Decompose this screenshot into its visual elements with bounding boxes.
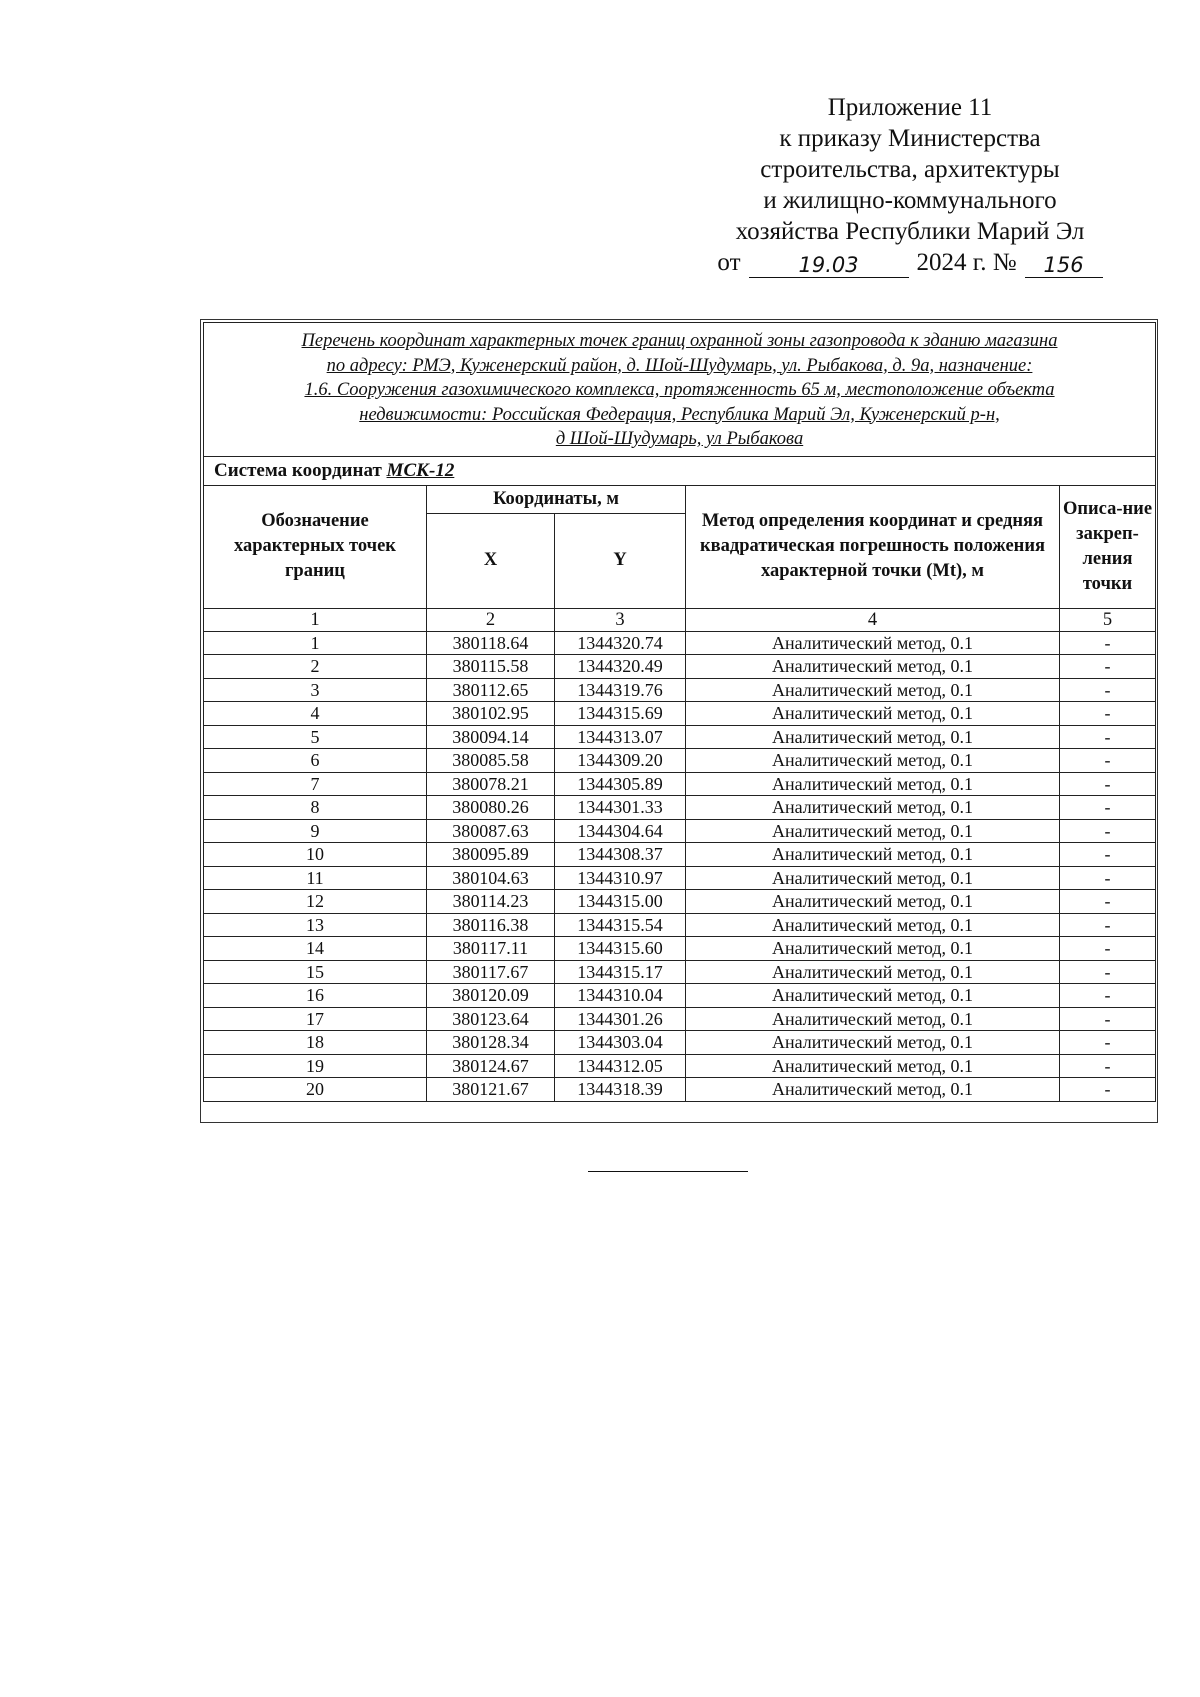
table-row bbox=[204, 913, 1156, 937]
description-cell: - bbox=[1060, 1007, 1156, 1031]
table-row bbox=[204, 796, 1156, 820]
table-row bbox=[204, 725, 1156, 749]
method-cell: Аналитический метод, 0.1 bbox=[686, 890, 1060, 914]
coord-x: 380120.09 bbox=[427, 984, 555, 1008]
header-description: Описа-ние закреп-ления точки bbox=[1060, 485, 1156, 608]
column-numbers-row bbox=[204, 608, 1156, 631]
coord-x: 380112.65 bbox=[427, 678, 555, 702]
coord-y: 1344315.17 bbox=[555, 960, 686, 984]
table-title bbox=[204, 323, 1156, 457]
table-title-line: Перечень координат характерных точек границ охранной зоны газопровода к зданию магазина bbox=[301, 331, 1058, 351]
point-number: 9 bbox=[204, 819, 427, 843]
method-cell: Аналитический метод, 0.1 bbox=[686, 1078, 1060, 1102]
header-x: X bbox=[427, 513, 555, 608]
table-body bbox=[204, 631, 1156, 1101]
point-number: 1 bbox=[204, 631, 427, 655]
method-cell: Аналитический метод, 0.1 bbox=[686, 678, 1060, 702]
description-cell: - bbox=[1060, 1078, 1156, 1102]
coord-x: 380094.14 bbox=[427, 725, 555, 749]
header-coords: Координаты, м bbox=[427, 485, 686, 513]
coord-y: 1344310.97 bbox=[555, 866, 686, 890]
coord-x: 380124.67 bbox=[427, 1054, 555, 1078]
method-cell: Аналитический метод, 0.1 bbox=[686, 725, 1060, 749]
coord-x: 380087.63 bbox=[427, 819, 555, 843]
table-title-line: по адресу: РМЭ, Куженерский район, д. Шой-Шудумарь, ул. Рыбакова, д. 9а, назначение: bbox=[326, 355, 1033, 376]
coord-y: 1344315.69 bbox=[555, 702, 686, 726]
table-row bbox=[204, 1007, 1156, 1031]
method-cell: Аналитический метод, 0.1 bbox=[686, 913, 1060, 937]
table-row bbox=[204, 772, 1156, 796]
coord-y: 1344310.04 bbox=[555, 984, 686, 1008]
description-cell: - bbox=[1060, 843, 1156, 867]
table-row bbox=[204, 1078, 1156, 1102]
order-year: 2024 г. № bbox=[916, 249, 1017, 276]
end-rule bbox=[588, 1171, 748, 1172]
point-number: 4 bbox=[204, 702, 427, 726]
coord-y: 1344320.74 bbox=[555, 631, 686, 655]
coord-x: 380102.95 bbox=[427, 702, 555, 726]
point-number: 20 bbox=[204, 1078, 427, 1102]
coord-x: 380118.64 bbox=[427, 631, 555, 655]
header-line: к приказу Министерства bbox=[779, 125, 1041, 152]
coord-y: 1344315.60 bbox=[555, 937, 686, 961]
table-row bbox=[204, 960, 1156, 984]
method-cell: Аналитический метод, 0.1 bbox=[686, 749, 1060, 773]
table-row bbox=[204, 702, 1156, 726]
column-number: 1 bbox=[204, 608, 427, 631]
description-cell: - bbox=[1060, 819, 1156, 843]
description-cell: - bbox=[1060, 984, 1156, 1008]
table-row bbox=[204, 631, 1156, 655]
description-cell: - bbox=[1060, 749, 1156, 773]
coord-y: 1344315.54 bbox=[555, 913, 686, 937]
coord-x: 380121.67 bbox=[427, 1078, 555, 1102]
coord-y: 1344305.89 bbox=[555, 772, 686, 796]
coord-y: 1344315.00 bbox=[555, 890, 686, 914]
coord-y: 1344304.64 bbox=[555, 819, 686, 843]
column-number: 2 bbox=[427, 608, 555, 631]
description-cell: - bbox=[1060, 937, 1156, 961]
table-row bbox=[204, 937, 1156, 961]
table-row bbox=[204, 819, 1156, 843]
description-cell: - bbox=[1060, 913, 1156, 937]
method-cell: Аналитический метод, 0.1 bbox=[686, 843, 1060, 867]
coord-y: 1344301.26 bbox=[555, 1007, 686, 1031]
header-line: хозяйства Республики Марий Эл bbox=[735, 218, 1085, 245]
column-number: 5 bbox=[1060, 608, 1156, 631]
coord-x: 380116.38 bbox=[427, 913, 555, 937]
coord-y: 1344308.37 bbox=[555, 843, 686, 867]
coordinate-system-label: Система координат bbox=[214, 459, 382, 481]
coord-y: 1344301.33 bbox=[555, 796, 686, 820]
description-cell: - bbox=[1060, 866, 1156, 890]
table-row bbox=[204, 655, 1156, 679]
point-number: 15 bbox=[204, 960, 427, 984]
coord-y: 1344303.04 bbox=[555, 1031, 686, 1055]
table-title-line: недвижимости: Российская Федерация, Республика Марий Эл, Куженерский р-н, bbox=[359, 404, 1000, 425]
table-row bbox=[204, 1031, 1156, 1055]
point-number: 6 bbox=[204, 749, 427, 773]
order-number: 156 bbox=[1025, 253, 1103, 278]
coord-y: 1344320.49 bbox=[555, 655, 686, 679]
table-row bbox=[204, 890, 1156, 914]
point-number: 2 bbox=[204, 655, 427, 679]
order-line bbox=[690, 247, 1130, 278]
description-cell: - bbox=[1060, 702, 1156, 726]
method-cell: Аналитический метод, 0.1 bbox=[686, 937, 1060, 961]
table-row bbox=[204, 1054, 1156, 1078]
method-cell: Аналитический метод, 0.1 bbox=[686, 1054, 1060, 1078]
coordinates-table bbox=[203, 322, 1156, 1102]
description-cell: - bbox=[1060, 772, 1156, 796]
coord-x: 380128.34 bbox=[427, 1031, 555, 1055]
table-title-line: д Шой-Шудумарь, ул Рыбакова bbox=[555, 429, 804, 449]
header-point: Обозначение характерных точек границ bbox=[204, 485, 427, 608]
coord-x: 380095.89 bbox=[427, 843, 555, 867]
coord-y: 1344318.39 bbox=[555, 1078, 686, 1102]
table-row bbox=[204, 866, 1156, 890]
coord-x: 380078.21 bbox=[427, 772, 555, 796]
table-row bbox=[204, 843, 1156, 867]
header-line: строительства, архитектуры bbox=[760, 156, 1060, 183]
method-cell: Аналитический метод, 0.1 bbox=[686, 772, 1060, 796]
point-number: 19 bbox=[204, 1054, 427, 1078]
method-cell: Аналитический метод, 0.1 bbox=[686, 819, 1060, 843]
method-cell: Аналитический метод, 0.1 bbox=[686, 702, 1060, 726]
column-number: 3 bbox=[555, 608, 686, 631]
coord-y: 1344312.05 bbox=[555, 1054, 686, 1078]
coord-x: 380085.58 bbox=[427, 749, 555, 773]
order-date: 19.03 bbox=[749, 253, 909, 278]
column-number: 4 bbox=[686, 608, 1060, 631]
header-method: Метод определения координат и средняя квадратическая погрешность положения характерной точки (Mt), м bbox=[686, 485, 1060, 608]
coord-y: 1344309.20 bbox=[555, 749, 686, 773]
point-number: 12 bbox=[204, 890, 427, 914]
coord-x: 380080.26 bbox=[427, 796, 555, 820]
header-line: и жилищно-коммунального bbox=[763, 187, 1057, 214]
coord-y: 1344319.76 bbox=[555, 678, 686, 702]
point-number: 17 bbox=[204, 1007, 427, 1031]
coord-x: 380117.67 bbox=[427, 960, 555, 984]
method-cell: Аналитический метод, 0.1 bbox=[686, 866, 1060, 890]
point-number: 10 bbox=[204, 843, 427, 867]
coord-x: 380114.23 bbox=[427, 890, 555, 914]
coord-y: 1344313.07 bbox=[555, 725, 686, 749]
table-row bbox=[204, 749, 1156, 773]
coord-x: 380117.11 bbox=[427, 937, 555, 961]
coord-x: 380115.58 bbox=[427, 655, 555, 679]
order-prefix: от bbox=[717, 249, 741, 276]
table-title-line: 1.6. Сооружения газохимического комплекса, протяженность 65 м, местоположение объекта bbox=[304, 380, 1055, 400]
table-row bbox=[204, 984, 1156, 1008]
method-cell: Аналитический метод, 0.1 bbox=[686, 796, 1060, 820]
description-cell: - bbox=[1060, 960, 1156, 984]
description-cell: - bbox=[1060, 631, 1156, 655]
point-number: 16 bbox=[204, 984, 427, 1008]
point-number: 13 bbox=[204, 913, 427, 937]
description-cell: - bbox=[1060, 655, 1156, 679]
method-cell: Аналитический метод, 0.1 bbox=[686, 984, 1060, 1008]
method-cell: Аналитический метод, 0.1 bbox=[686, 960, 1060, 984]
description-cell: - bbox=[1060, 796, 1156, 820]
coordinate-system bbox=[204, 456, 1156, 485]
header-y: Y bbox=[555, 513, 686, 608]
header-line: Приложение 11 bbox=[827, 94, 993, 121]
coord-x: 380104.63 bbox=[427, 866, 555, 890]
point-number: 5 bbox=[204, 725, 427, 749]
description-cell: - bbox=[1060, 890, 1156, 914]
description-cell: - bbox=[1060, 1054, 1156, 1078]
point-number: 14 bbox=[204, 937, 427, 961]
method-cell: Аналитический метод, 0.1 bbox=[686, 1031, 1060, 1055]
description-cell: - bbox=[1060, 1031, 1156, 1055]
appendix-header bbox=[690, 92, 1130, 278]
point-number: 8 bbox=[204, 796, 427, 820]
method-cell: Аналитический метод, 0.1 bbox=[686, 631, 1060, 655]
description-cell: - bbox=[1060, 725, 1156, 749]
description-cell: - bbox=[1060, 678, 1156, 702]
coordinate-system-name: МСК-12 bbox=[386, 459, 455, 481]
point-number: 18 bbox=[204, 1031, 427, 1055]
point-number: 11 bbox=[204, 866, 427, 890]
coord-x: 380123.64 bbox=[427, 1007, 555, 1031]
point-number: 7 bbox=[204, 772, 427, 796]
method-cell: Аналитический метод, 0.1 bbox=[686, 1007, 1060, 1031]
method-cell: Аналитический метод, 0.1 bbox=[686, 655, 1060, 679]
table-row bbox=[204, 678, 1156, 702]
point-number: 3 bbox=[204, 678, 427, 702]
